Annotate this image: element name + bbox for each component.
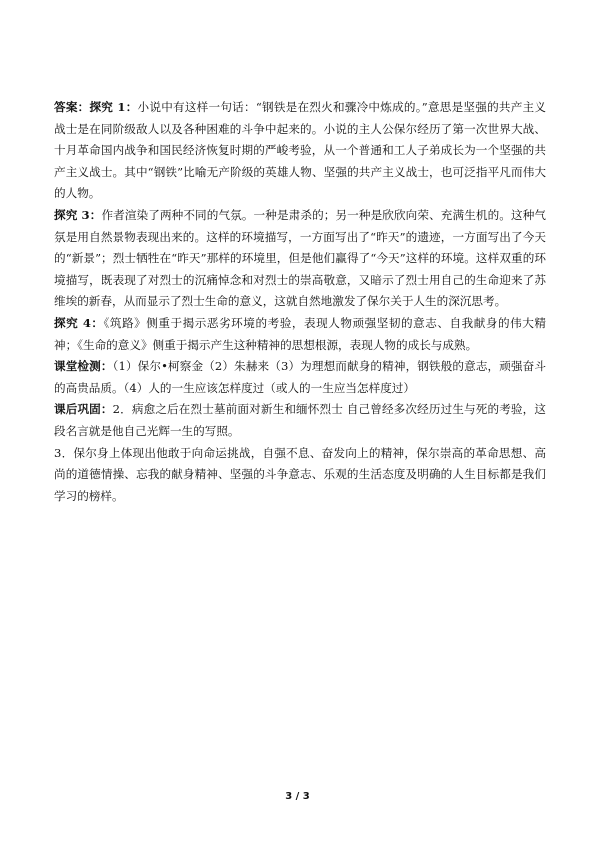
- answer-explore-3: [54, 205, 546, 313]
- after-class-item-2: [54, 399, 546, 442]
- classroom-check: [54, 356, 546, 399]
- explore-3-label: 探究 3：: [54, 207, 102, 222]
- after-class-item-3: [54, 443, 546, 508]
- classroom-check-text: （1）保尔•柯察金（2）朱赫来（3）为理想而献身的精神，钢铁般的意志，顽强奋斗的高贵品质。（4）人的一生应该怎样度过（或人的一生应当怎样度过）: [54, 359, 546, 395]
- explore-4-label: 探究 4：: [54, 315, 104, 330]
- document-body: [54, 97, 546, 507]
- explore-3-text: 作者渲染了两种不同的气氛。一种是肃杀的；另一种是欣欣向荣、充满生机的。这种气氛是用自然景物表现出来的。这样的环境描写，一方面写出了“昨天”的遗迹，一方面写出了今天的“新景”；烈士牺牲在“昨天”那样的环境里，但是他们赢得了“今天”这样的环境。这样双重的环境描写，既表现了对烈士的沉痛悼念和对烈士的崇高敬意，又暗示了烈士用自己的生命迎来了苏维埃的新春，从而显示了烈士生命的意义，这就自然地激发了保尔关于人生的深沉思考。: [54, 207, 546, 309]
- classroom-check-label: 课堂检测：: [54, 359, 113, 374]
- after-class-item-2-text: 2．病愈之后在烈士墓前面对新生和缅怀烈士 自己曾经多次经历过生与死的考验，这段名言就是他自己光辉一生的写照。: [54, 402, 546, 438]
- explore-4-text: 《筑路》侧重于揭示恶劣环境的考验，表现人物顽强坚韧的意志、自我献身的伟大精神；《生命的意义》侧重于揭示产生这种精神的思想根源，表现人物的成长与成熟。: [54, 315, 546, 352]
- explore-1-label: 探究 1：: [89, 100, 138, 114]
- page-number: 3 / 3: [285, 791, 310, 802]
- explore-1-text: 小说中有这样一句话：“钢铁是在烈火和骤冷中炼成的。”意思是坚强的共产主义战士是在同阶级敌人以及各种困难的斗争中起来的。小说的主人公保尔经历了第一次世界大战、十月革命国内战争和国民经济恢复时期的严峻考验，从一个普通和工人子弟成长为一个坚强的共产主义战士。其中“钢铁”比喻无产阶级的英雄人物、坚强的共产主义战士，也可泛指平凡而伟大的人物。: [54, 100, 546, 201]
- answer-explore-4: [54, 313, 546, 356]
- answer-explore-1: [54, 97, 546, 205]
- after-class-item-3-text: 3．保尔身上体现出他敢于向命运挑战，自强不息、奋发向上的精神，保尔崇高的革命思想、高尚的道德情操、忘我的献身精神、坚强的斗争意志、乐观的生活态度及明确的人生目标都是我们学习的榜样。: [54, 445, 546, 503]
- answer-label: 答案：: [54, 100, 90, 114]
- after-class-label: 课后巩固：: [54, 402, 113, 417]
